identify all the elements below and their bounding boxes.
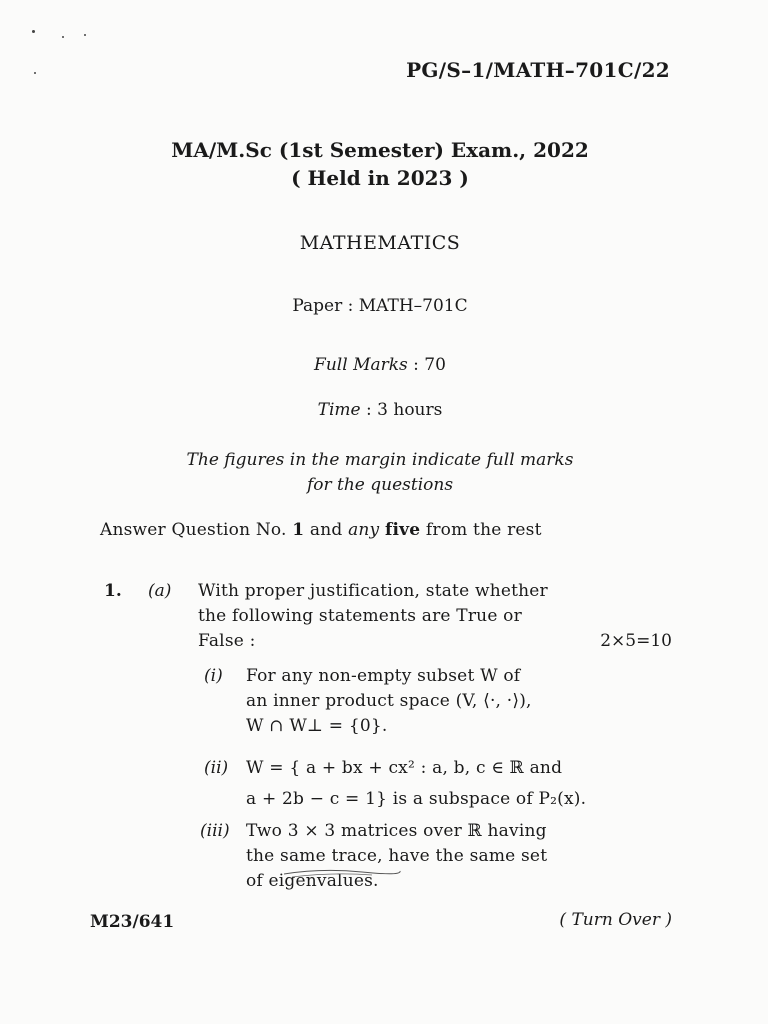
item-iii-line1: Two 3 × 3 matrices over ℝ having	[246, 821, 547, 841]
question-text-line2: the following statements are True or	[198, 606, 522, 626]
time-value: : 3 hours	[366, 400, 443, 420]
full-marks	[0, 355, 760, 375]
footer-code-number: 641	[138, 912, 175, 932]
paper-label: Paper : MATH–701C	[292, 296, 468, 316]
scan-speck	[34, 72, 36, 74]
instr-and: and	[309, 520, 343, 540]
item-iii-line2: the same trace, have the same set	[246, 846, 548, 866]
time-label: Time	[317, 400, 361, 420]
pencil-underline-mark	[282, 866, 402, 880]
exam-title: MA/M.Sc (1st Semester) Exam., 2022	[171, 138, 589, 162]
scan-speck	[62, 36, 64, 38]
turn-over: ( Turn Over )	[559, 910, 672, 930]
item-label: (ii)	[204, 758, 229, 778]
margin-note-line1: The figures in the margin indicate full marks	[186, 450, 574, 470]
time-allowed	[0, 400, 760, 420]
instructions	[100, 520, 542, 540]
question-part: (a)	[148, 581, 172, 601]
item-i-line2: an inner product space (V, ⟨·, ·⟩),	[246, 691, 532, 711]
scan-speck	[84, 34, 86, 36]
instr-question-no: 1	[292, 520, 305, 540]
full-marks-value: : 70	[413, 355, 446, 375]
paper-code: PG/S–1/MATH–701C/22	[406, 58, 670, 82]
question-number: 1.	[104, 581, 122, 601]
question-marks: 2×5=10	[600, 631, 672, 651]
item-iii-line3: of eigenvalues.	[246, 871, 379, 891]
item-label: (i)	[204, 666, 223, 686]
held-in: ( Held in 2023 )	[291, 166, 469, 190]
footer-code	[90, 912, 174, 932]
question-text-line3: False :	[198, 631, 256, 651]
instr-count: five	[384, 520, 421, 540]
item-label: (iii)	[200, 821, 230, 841]
item-i-line3: W ∩ W⊥ = {0}.	[246, 716, 388, 736]
full-marks-label: Full Marks	[314, 355, 408, 375]
item-i-line1: For any non-empty subset W of	[246, 666, 521, 686]
subject-title: MATHEMATICS	[299, 232, 461, 254]
question-text-line1: With proper justification, state whether	[198, 581, 548, 601]
item-ii-line2: a + 2b − c = 1} is a subspace of P₂(x).	[246, 789, 587, 809]
instr-suffix: from the rest	[425, 520, 542, 540]
item-ii-line1: W = { a + bx + cx² : a, b, c ∈ ℝ and	[246, 758, 563, 778]
scan-speck	[32, 30, 35, 33]
margin-note-line2: for the questions	[306, 475, 454, 495]
instr-any: any	[348, 520, 380, 540]
footer-code-prefix: M23/	[90, 912, 139, 932]
instr-prefix: Answer Question No.	[100, 520, 287, 540]
